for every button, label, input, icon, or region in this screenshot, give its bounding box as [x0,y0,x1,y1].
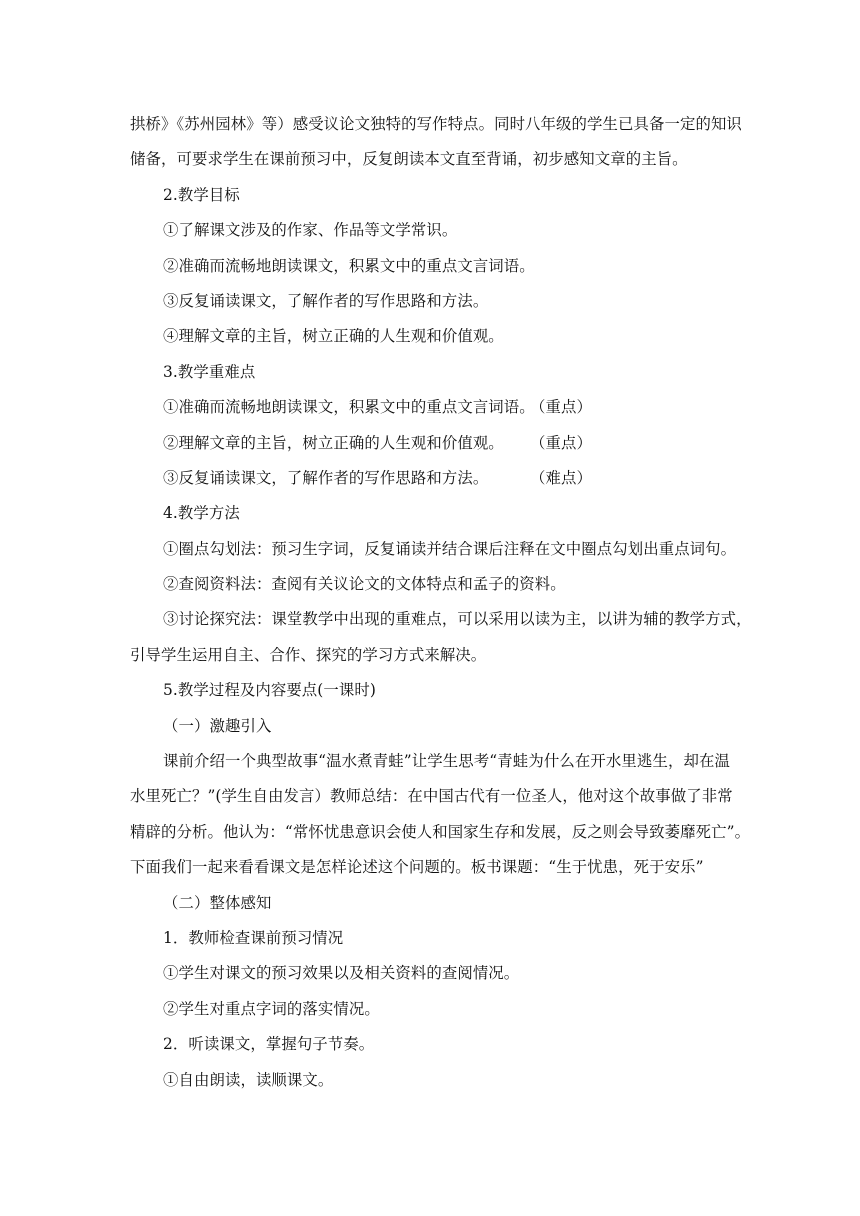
key-point-item [130,390,730,425]
subsection-heading-overall: （二）整体感知 [163,893,272,912]
intro-paragraph-line [130,744,730,779]
step-item: ①自由朗读，读顺课文。 [163,1070,334,1089]
step-heading: 1．教师检查课前预习情况 [163,928,344,947]
section-heading-teaching-process: 5.教学过程及内容要点(一课时) [163,681,376,700]
intro-paragraph-line: 精辟的分析。他认为：“常怀忧患意识会使人和国家生存和发展，反之则会导致萎靡死亡”。 [130,822,751,841]
method-item: ②查阅资料法：查阅有关议论文的文体特点和孟子的资料。 [163,575,566,594]
section-heading-key-points: 3.教学重难点 [163,362,256,381]
document-body [130,107,752,1098]
paragraph-line: 储备，可要求学生在课前预习中，反复朗读本文直至背诵，初步感知文章的主旨。 [130,150,688,169]
key-point-item [130,461,730,496]
method-item: ①圈点勾划法：预习生字词，反复诵读并结合课后注释在文中圈点勾划出重点词句。 [163,539,737,558]
step-item: ①学生对课文的预习效果以及相关资料的查阅情况。 [163,964,520,983]
key-point-text: ②理解文章的主旨，树立正确的人生观和价值观。 [163,433,504,452]
key-point-text: ③反复诵读课文，了解作者的写作思路和方法。 [163,468,489,487]
key-point-tag: （重点） [530,433,592,452]
goal-item: ③反复诵读课文，了解作者的写作思路和方法。 [163,291,489,310]
goal-item: ④理解文章的主旨，树立正确的人生观和价值观。 [163,327,504,346]
intro-paragraph-line: 下面我们一起来看看课文是怎样论述这个问题的。板书课题：“生于忧患，死于安乐” [130,858,704,877]
method-item [130,602,752,637]
intro-paragraph-text: 课前介绍一个典型故事“温水煮青蛙”让学生思考“青蛙为什么在开水里逃生，却在温 [163,752,730,771]
key-point-tag: （难点） [530,468,592,487]
section-heading-teaching-methods: 4.教学方法 [163,504,240,523]
step-heading: 2．听读课文，掌握句子节奏。 [163,1035,375,1054]
paragraph-line: 拱桥》《苏州园林》等）感受议论文独特的写作特点。同时八年级的学生已具备一定的知识 [130,115,742,133]
key-point-tag: （重点） [530,398,592,417]
intro-paragraph-line: 水里死亡？”(学生自由发言）教师总结：在中国古代有一位圣人，他对这个故事做了非常 [130,787,733,806]
key-point-text: ①准确而流畅地朗读课文，积累文中的重点文言词语。 [163,398,535,417]
goal-item: ②准确而流畅地朗读课文，积累文中的重点文言词语。 [163,256,535,275]
method-item-continued: 引导学生运用自主、合作、探究的学习方式来解决。 [130,645,487,664]
subsection-heading-intro: （一）激趣引入 [163,716,272,735]
method-item-text: ③讨论探究法：课堂教学中出现的重难点，可以采用以读为主，以讲为辅的教学方式， [163,610,752,629]
section-heading-teaching-goals: 2.教学目标 [163,185,240,204]
key-point-item [130,426,730,461]
goal-item: ①了解课文涉及的作家、作品等文学常识。 [163,221,458,240]
step-item: ②学生对重点字词的落实情况。 [163,999,380,1018]
